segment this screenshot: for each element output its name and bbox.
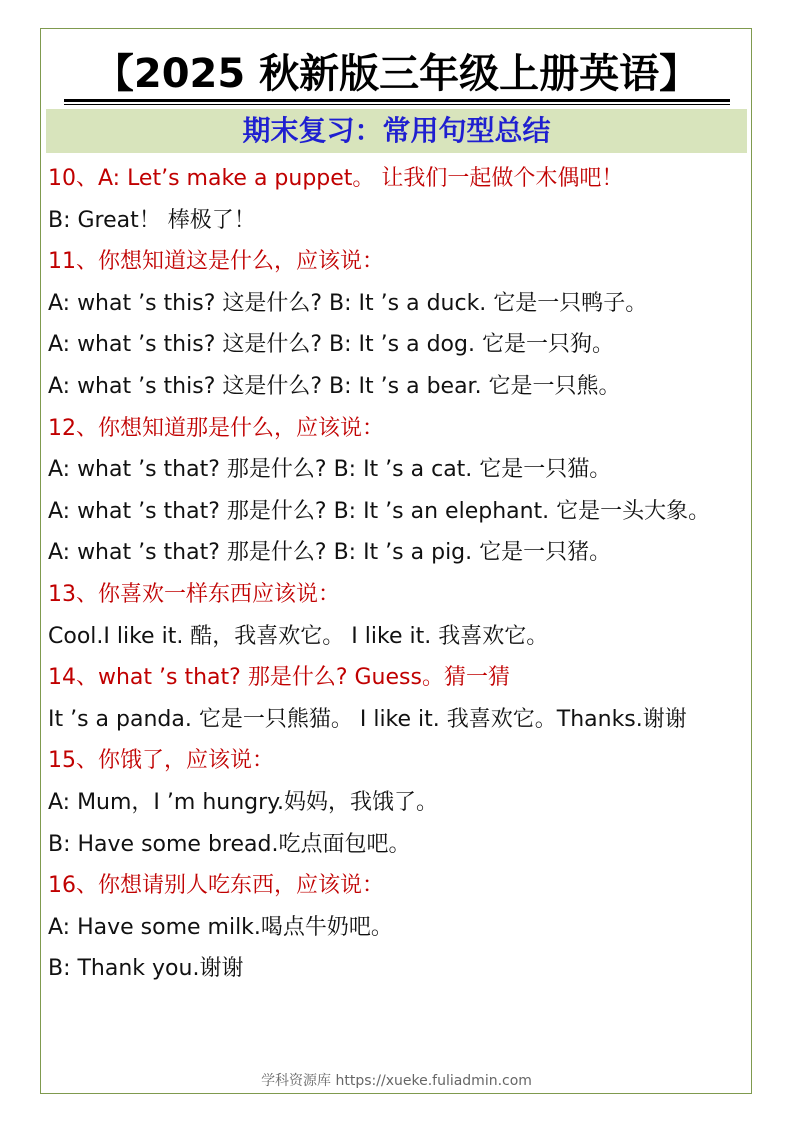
sentence-line: B: Thank you.谢谢 (48, 956, 244, 982)
page-subtitle: 期末复习：常用句型总结 (242, 114, 551, 147)
section-heading: 14、what ’s that? 那是什么? Guess。猜一猜 (48, 665, 510, 691)
sentence-line: B: Have some bread.吃点面包吧。 (48, 831, 411, 857)
sentence-list (48, 158, 748, 990)
page-title: 【2025 秋新版三年级上册英语】 (93, 51, 700, 97)
title-underline-thin (64, 104, 730, 105)
section-heading: 16、你想请别人吃东西，应该说： (48, 873, 384, 899)
title-underline (64, 99, 730, 102)
sentence-line: A: what ’s that? 那是什么? B: It ’s a cat. 它是一只猫。 (48, 457, 612, 483)
section-heading: 13、你喜欢一样东西应该说： (48, 581, 340, 607)
sentence-line: A: what ’s this? 这是什么? B: It ’s a bear. 它是一只熊。 (48, 373, 621, 399)
sentence-line: B: Great！ 棒极了！ (48, 207, 256, 233)
subtitle-band (46, 109, 747, 153)
sentence-line: A: what ’s this? 这是什么? B: It ’s a duck. 它是一只鸭子。 (48, 290, 648, 316)
section-heading: 15、你饿了，应该说： (48, 748, 274, 774)
sentence-line: A: what ’s this? 这是什么? B: It ’s a dog. 它是一只狗。 (48, 332, 614, 358)
sentence-line: A: what ’s that? 那是什么? B: It ’s a pig. 它是一只猪。 (48, 540, 612, 566)
sentence-line: Cool.I like it. 酷，我喜欢它。 I like it. 我喜欢它。 (48, 623, 549, 649)
sentence-line: It ’s a panda. 它是一只熊猫。 I like it. 我喜欢它。Thanks.谢谢 (48, 706, 687, 732)
section-heading: 10、A: Let’s make a puppet。 让我们一起做个木偶吧！ (48, 166, 624, 191)
footer-source: 学科资源库 https://xueke.fuliadmin.com (261, 1073, 532, 1089)
sentence-line: A: Mum，I ’m hungry.妈妈，我饿了。 (48, 789, 439, 815)
section-heading: 11、你想知道这是什么，应该说： (48, 249, 384, 275)
section-heading: 12、你想知道那是什么，应该说： (48, 415, 384, 441)
sentence-line: A: Have some milk.喝点牛奶吧。 (48, 914, 393, 940)
sentence-line: A: what ’s that? 那是什么? B: It ’s an elephant. 它是一头大象。 (48, 498, 711, 524)
